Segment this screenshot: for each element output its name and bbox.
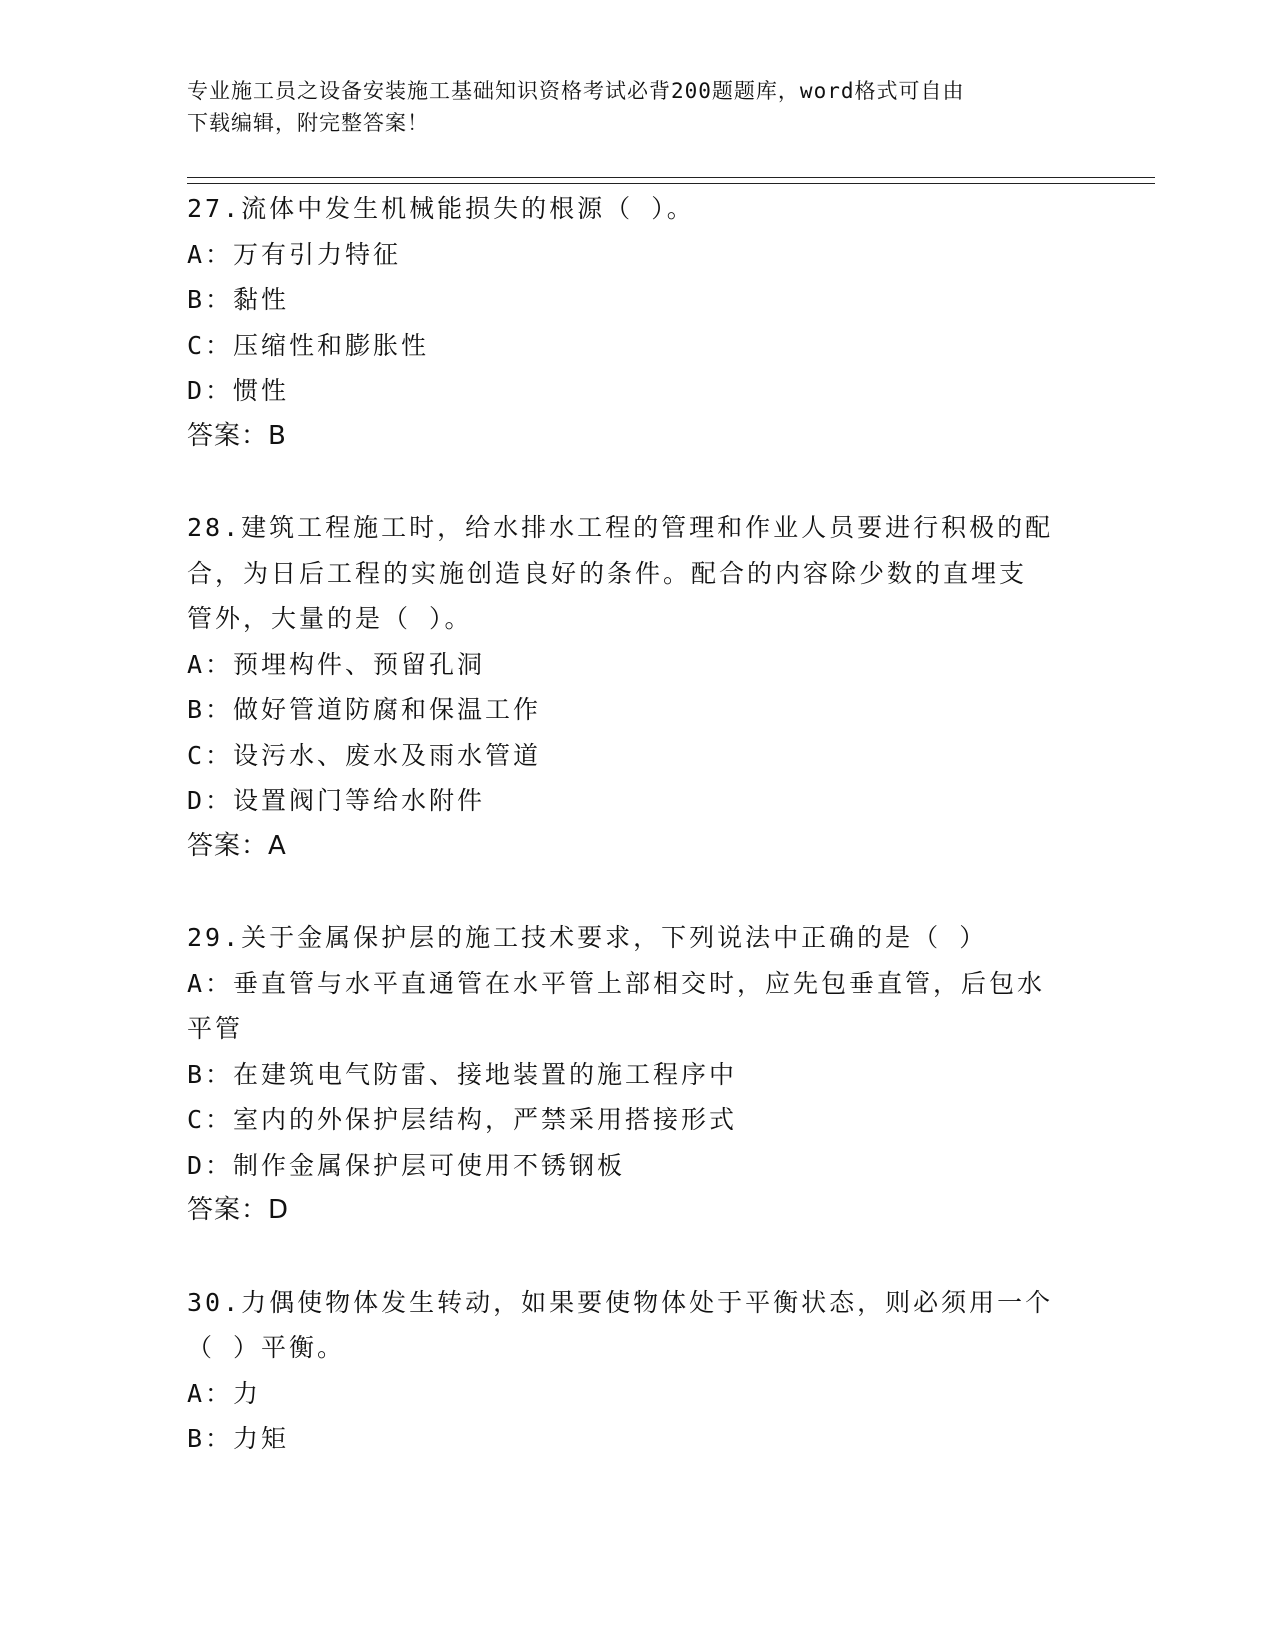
- option-d: D：惯性: [187, 376, 290, 405]
- answer: 答案：A: [187, 830, 287, 861]
- option-b: B：在建筑电气防雷、接地装置的施工程序中: [187, 1059, 738, 1089]
- option-a: A：力: [187, 1378, 262, 1408]
- option-a: A：垂直管与水平直通管在水平管上部相交时，应先包垂直管，后包水: [187, 968, 1046, 998]
- option-d: D：制作金属保护层可使用不锈钢板: [187, 1150, 626, 1180]
- question-stem: 管外，大量的是（ ）。: [187, 604, 473, 633]
- option-c: C：设污水、废水及雨水管道: [187, 740, 542, 770]
- option-a: A：万有引力特征: [187, 239, 402, 269]
- option-a: A：预埋构件、预留孔洞: [187, 649, 486, 679]
- question-stem: （ ）平衡。: [187, 1333, 346, 1362]
- question-stem: 30.力偶使物体发生转动，如果要使物体处于平衡状态，则必须用一个: [187, 1287, 1054, 1317]
- header-line-1: 专业施工员之设备安装施工基础知识资格考试必背200题题库，word格式可自由: [187, 79, 965, 103]
- question-stem: 29.关于金属保护层的施工技术要求，下列说法中正确的是（ ）: [187, 923, 988, 952]
- question-stem: 28.建筑工程施工时，给水排水工程的管理和作业人员要进行积极的配: [187, 513, 1054, 542]
- option-d: D：设置阀门等给水附件: [187, 786, 486, 815]
- question-30: [187, 1280, 1087, 1462]
- question-28: [187, 505, 1087, 869]
- header-divider-top: [187, 177, 1155, 178]
- question-29: [187, 915, 1087, 1234]
- option-c: C：室内的外保护层结构，严禁采用搭接形式: [187, 1105, 738, 1134]
- answer: 答案：D: [187, 1195, 290, 1225]
- question-stem: 合，为日后工程的实施创造良好的条件。配合的内容除少数的直埋支: [187, 558, 1028, 588]
- header-line-2: 下载编辑，附完整答案！: [187, 111, 429, 135]
- question-list: [187, 186, 1087, 1508]
- question-stem: 27.流体中发生机械能损失的根源（ ）。: [187, 194, 695, 223]
- question-27: [187, 186, 1087, 459]
- option-b: B：黏性: [187, 285, 290, 314]
- header-divider-bottom: [187, 183, 1155, 184]
- option-c: C：压缩性和膨胀性: [187, 330, 430, 360]
- option-a-continued: 平管: [187, 1014, 244, 1043]
- document-header: [187, 75, 1067, 139]
- option-b: B：力矩: [187, 1424, 290, 1453]
- option-b: B：做好管道防腐和保温工作: [187, 695, 542, 724]
- answer: 答案：B: [187, 420, 287, 451]
